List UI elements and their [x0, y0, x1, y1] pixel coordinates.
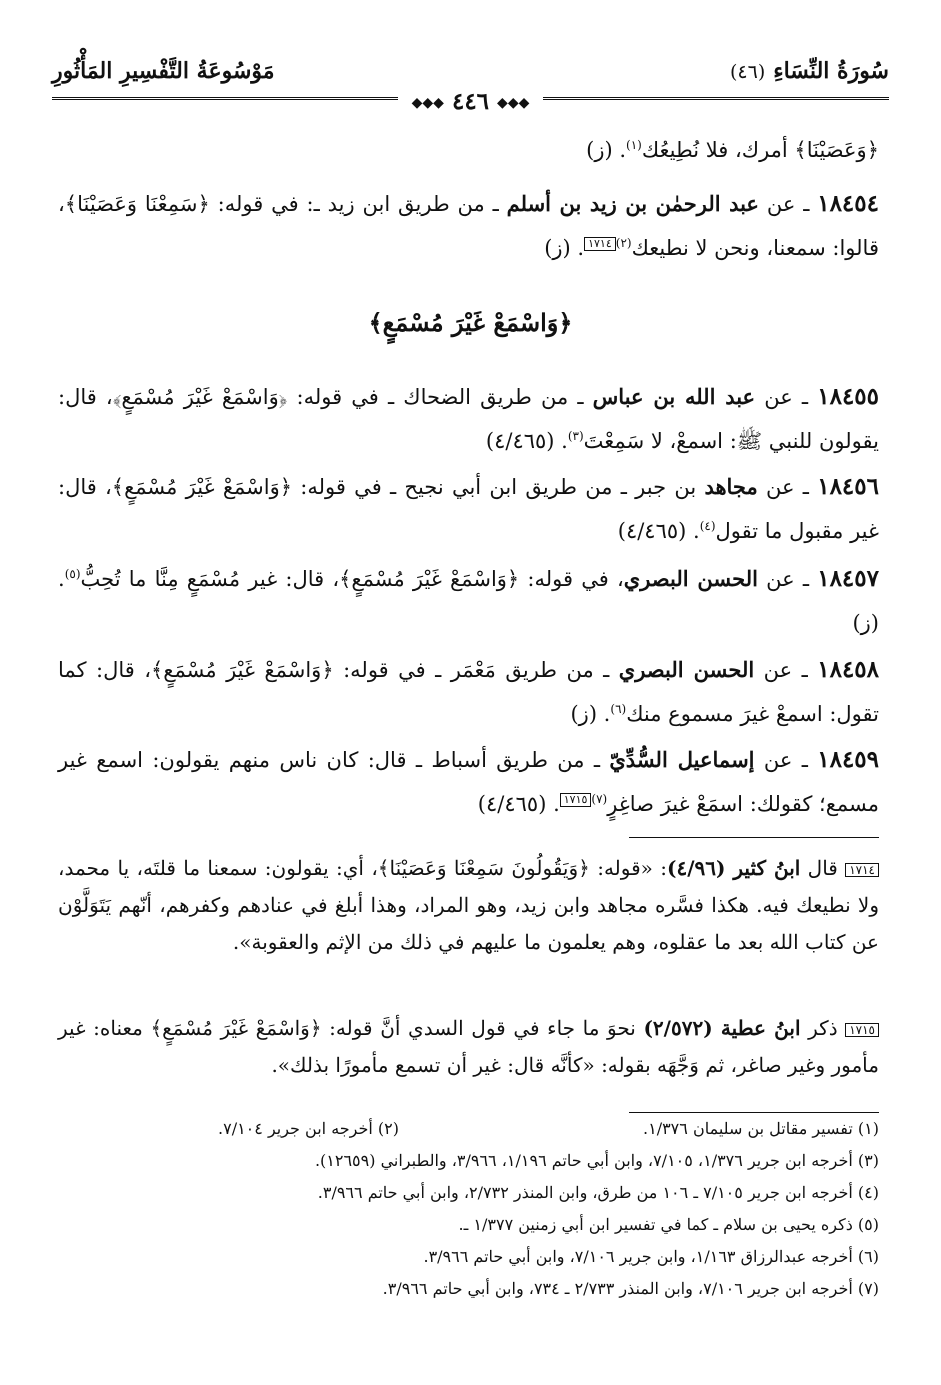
text-span: ـ عن [757, 475, 818, 499]
page-number-text: ٤٤٦ [451, 88, 490, 115]
footnote-4: (٤) أخرجه ابن جرير ٧/١٠٥ ـ ١٠٦ من طرق، وابن المنذر ٢/٧٣٢، وابن أبي حاتم ٣/٩٦٦. [317, 1183, 879, 1202]
text-span: ـ عن [758, 192, 818, 216]
footnote-ref: (٦) [610, 702, 627, 716]
paragraph-text: ـ من طريق مَعْمَر ـ في قوله: ﴿وَاسْمَعْ غَيْرَ مُسْمَعٍ﴾، قال: كما تقول: اسمعْ غيرَ مسموع منك [58, 658, 879, 726]
page-number-wrap [0, 88, 941, 115]
footnote-5: (٥) ذكره يحيى بن سلام ـ كما في تفسير ابن أبي زمنين ١/٣٧٧ ـ. [458, 1215, 879, 1234]
source-mark: . (ز) [58, 567, 879, 635]
narration-18455 [58, 375, 879, 463]
narration-18458 [58, 648, 879, 736]
paragraph-continuation [58, 128, 879, 172]
scholar-name: ابنُ كثير (٤/٩٦) [666, 856, 801, 880]
narrator-name: الحسن البصري [618, 657, 755, 682]
narrator-name: عبد الله بن عباس [592, 384, 756, 409]
scholar-name: ابنُ عطية (٢/٥٧٢) [643, 1016, 801, 1040]
text-span: ـ عن [754, 658, 818, 682]
footnote-7: (٧) أخرجه ابن جرير ٧/١٠٦، وابن المنذر ٢/٧٣٣ ـ ٧٣٤، وابن أبي حاتم ٣/٩٦٦. [382, 1279, 879, 1298]
footnote-ref: (٧) [591, 792, 608, 806]
narrator-name: عبد الرحمٰن بن زيد بن أسلم [506, 191, 759, 216]
text-span: ـ عن [755, 385, 818, 409]
commentary-number-box: ١٧١٤ [845, 863, 879, 877]
narrator-name: إسماعيل السُّدِّيّ [609, 747, 755, 772]
narration-number: ١٨٤٥٨ [817, 656, 880, 683]
narration-number: ١٨٤٥٤ [817, 190, 879, 217]
paragraph-text: ، في قوله: ﴿وَاسْمَعْ غَيْرَ مُسْمَعٍ﴾، قال: غير مُسْمَعٍ مِنَّا ما تُحِبُّ [80, 567, 624, 591]
narration-18457 [58, 557, 879, 645]
commentary-separator [629, 837, 879, 838]
ornament-icon: ◆◆◆ [411, 95, 444, 111]
commentary-1715 [58, 1010, 879, 1084]
footnote-ref: (٤) [699, 519, 716, 533]
text-span: ذكر [800, 1016, 846, 1040]
paragraph-text: ـ من طريق الضحاك ـ في قوله: ﴿وَاسْمَعْ غَيْرَ مُسْمَعٍ﴾، قال: يقولون للنبي ﷺ: اسمعْ، لا سَمِعْتَ [58, 385, 879, 453]
text-span: ـ عن [757, 567, 818, 591]
footnote-ref: (١) [626, 138, 642, 152]
narration-number: ١٨٤٥٥ [817, 383, 880, 410]
source-mark: . (٤/٤٦٥) [617, 519, 700, 543]
text-span: قال [800, 856, 846, 880]
narrator-name: مجاهد [704, 474, 758, 499]
source-mark: . (ز) [544, 236, 585, 260]
narration-number: ١٨٤٥٧ [817, 565, 879, 592]
narrator-name: الحسن البصري [623, 566, 758, 591]
surah-title [730, 58, 889, 84]
surah-number: (٤٦) [729, 61, 766, 83]
book-title: مَوْسُوعَةُ التَّفْسِيرِ المَأْثُورِ [52, 58, 275, 84]
paragraph-text: ـ من طريق أسباط ـ قال: كان ناس منهم يقولون: اسمع غير مسمع؛ كقولك: اسمَعْ غيرَ صاغِرٍ [58, 748, 879, 816]
narration-18454 [58, 182, 879, 270]
footnote-ref: (٣) [567, 429, 584, 443]
narration-18456 [58, 465, 879, 553]
commentary-1714 [58, 850, 879, 961]
source-mark: . (ز) [586, 138, 627, 162]
footnote-ref: (٢) [615, 236, 632, 250]
source-mark: . (ز) [570, 702, 611, 726]
source-mark: . (٤/٤٦٥) [485, 429, 568, 453]
paragraph-text: بن جبر ـ من طريق ابن أبي نجيح ـ في قوله: ﴿وَاسْمَعْ غَيْرَ مُسْمَعٍ﴾، قال: غير مقبول ما تقول [58, 475, 879, 543]
footnote-separator [629, 1112, 879, 1113]
page-number [398, 88, 544, 115]
footnote-3: (٣) أخرجه ابن جرير ١/٣٧٦، ٧/١٠٥، وابن أبي حاتم ١/١٩٦، ٣/٩٦٦، والطبراني (١٢٦٥٩). [314, 1151, 879, 1170]
footnote-row-1 [58, 1118, 879, 1140]
narration-number: ١٨٤٥٩ [817, 746, 880, 773]
text-span: ـ عن [754, 748, 818, 772]
source-mark: . (٤/٤٦٥) [477, 792, 560, 816]
paragraph-text: ـ من طريق ابن زيد ـ: في قوله: ﴿سَمِعْنَا وَعَصَيْنَا﴾، قالوا: سمعنا، ونحن لا نطيعك [58, 192, 879, 260]
ornament-icon: ◆◆◆ [497, 95, 530, 111]
commentary-text: : «قوله: ﴿وَيَقُولُونَ سَمِعْنَا وَعَصَيْنَا﴾، أي: يقولون: سمعنا ما قلتَه، يا محمد، ولا نطيعك فيه. هكذا فسَّره مجاهد وابن زيد، وهو المراد، وهذا أبلغ في عنادهم وكفرهم، أنّهم يَتَوَلَّوْن عن كتاب الله بعد ما عقلوه، وهم يعلمون ما عليهم في ذلك من الإثم والعقوبة». [58, 856, 879, 954]
paragraph-text: ﴿وَعَصَيْنَا﴾ أمرك، فلا نُطِيعُك [641, 138, 879, 162]
commentary-text: نحوَ ما جاء في قول السدي أنَّ قوله: ﴿وَاسْمَعْ غَيْرَ مُسْمَعٍ﴾ معناه: غير مأمور وغير صاغر، ثم وَجَّهَه بقوله: «كأنَّه قال: غير أن تسمع مأمورًا بذلك». [58, 1016, 879, 1077]
commentary-ref-box: ١٧١٤ [584, 237, 616, 251]
commentary-number-box: ١٧١٥ [845, 1023, 879, 1037]
narration-18459 [58, 738, 879, 826]
verse-heading: ﴿وَاسْمَعْ غَيْرَ مُسْمَعٍ﴾ [368, 308, 573, 337]
footnote-6: (٦) أخرجه عبدالرزاق ١/١٦٣، وابن جرير ٧/١٠٦، وابن أبي حاتم ٣/٩٦٦. [423, 1247, 879, 1266]
footnote-2: (٢) أخرجه ابن جرير ٧/١٠٤. [218, 1119, 399, 1138]
surah-name: سُورَةُ النِّسَاءِ [773, 58, 889, 84]
footnote-ref: (٥) [64, 567, 81, 581]
footnote-1: (١) تفسير مقاتل بن سليمان ١/٣٧٦. [643, 1119, 879, 1138]
narration-number: ١٨٤٥٦ [817, 473, 879, 500]
commentary-ref-box: ١٧١٥ [560, 793, 592, 807]
